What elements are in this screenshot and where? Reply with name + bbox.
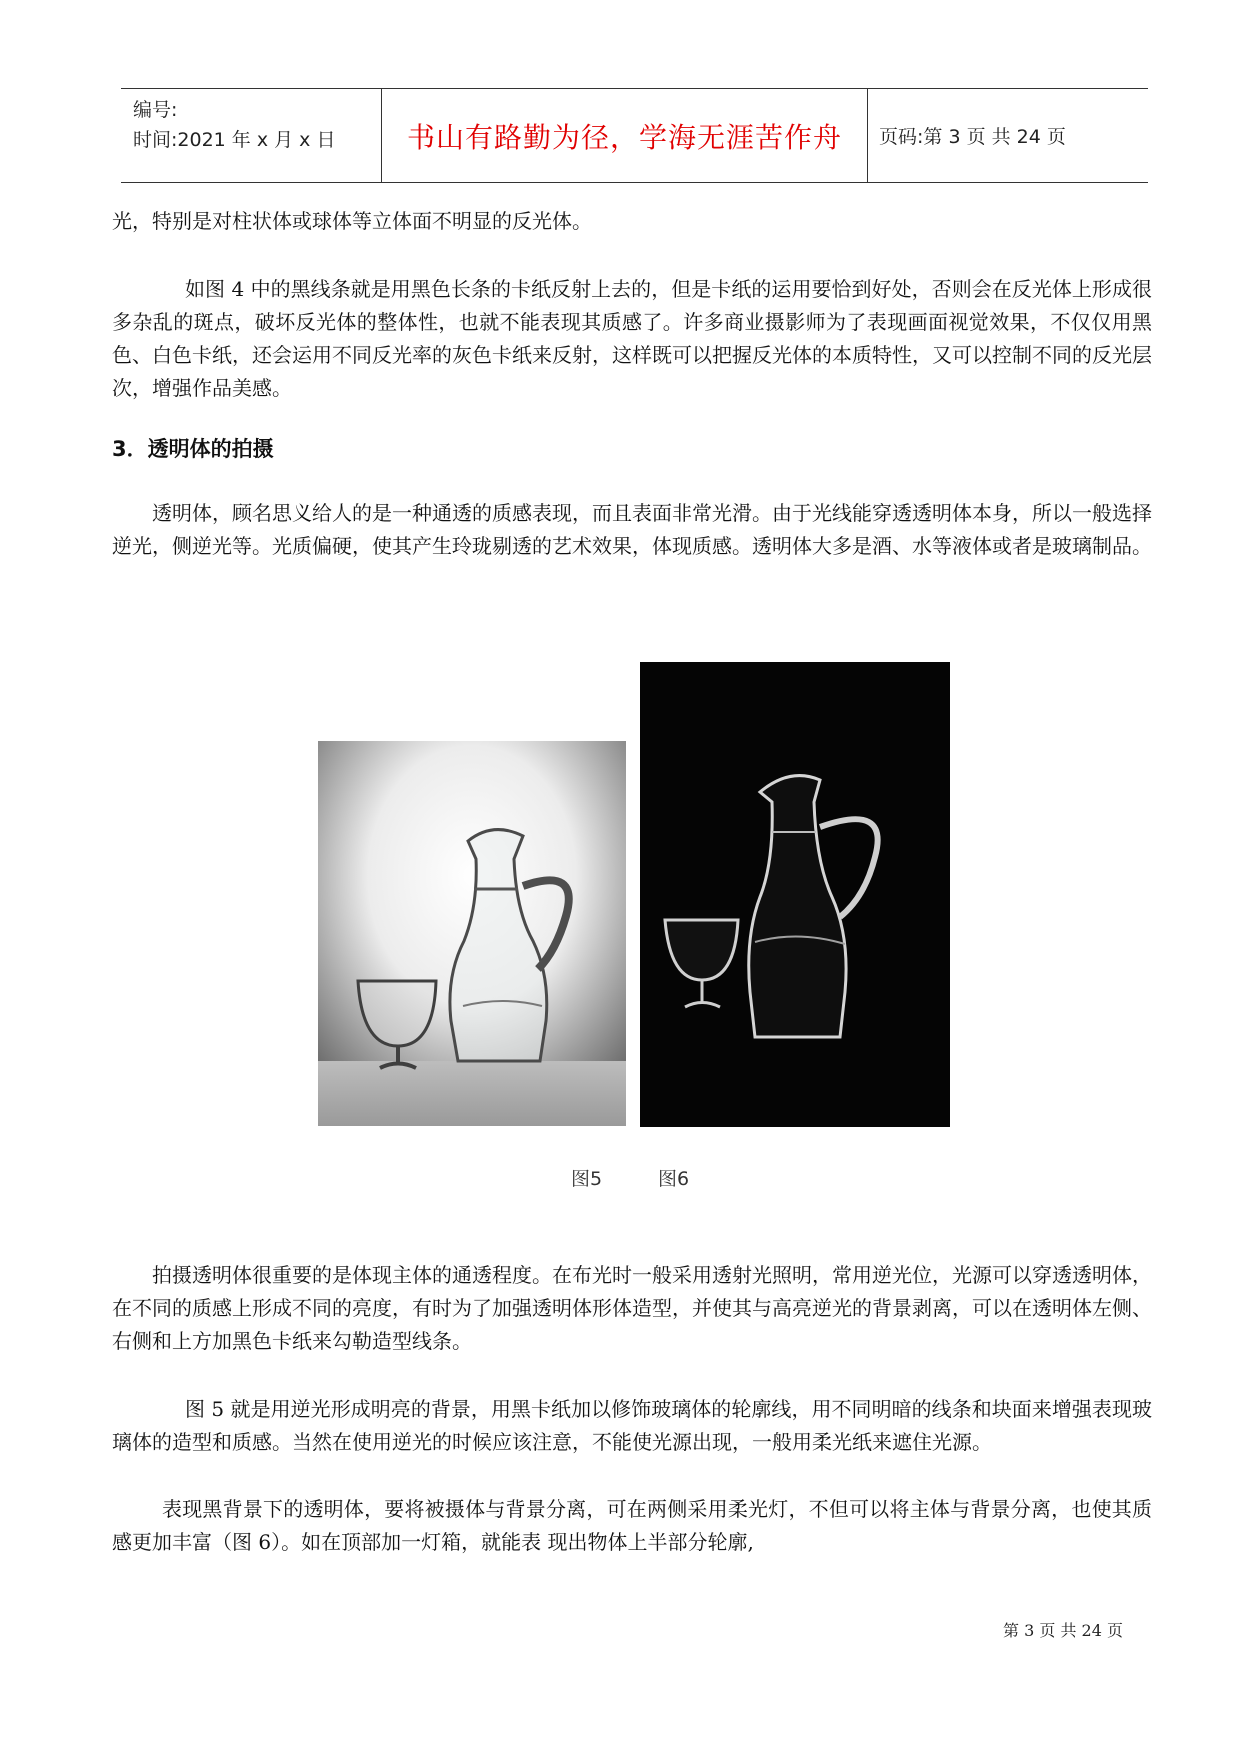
header-divider [867,89,868,182]
paragraph: 光，特别是对柱状体或球体等立体面不明显的反光体。 [112,209,592,233]
header-motto: 书山有路勤为径，学海无涯苦作舟 [406,120,842,154]
figure-6-photo [640,662,950,1127]
page-header [121,88,1148,183]
time-label: 时间:2021 年 x 月 x 日 [133,129,336,151]
paragraph: 透明体，顾名思义给人的是一种通透的质感表现，而且表面非常光滑。由于光线能穿透透明体本身，所以一般选择逆光，侧逆光等。光质偏硬，使其产生玲珑剔透的艺术效果，体现质感。透明体大多是酒、水等液体或者是玻璃制品。 [112,501,1152,558]
header-page-label: 页码:第 3 页 共 24 页 [879,126,1066,148]
figure-5-photo [318,741,626,1126]
page-footer: 第 3 页 共 24 页 [1003,1621,1123,1640]
header-meta [133,95,383,155]
paragraph: 如图 4 中的黑线条就是用黑色长条的卡纸反射上去的，但是卡纸的运用要恰到好处，否则会在反光体上形成很多杂乱的斑点，破坏反光体的整体性，也就不能表现其质感了。许多商业摄影师为了表现画面视觉效果，不仅仅用黑色、白色卡纸，还会运用不同反光率的灰色卡纸来反射，这样既可以把握反光体的本质特性，又可以控制不同的反光层次，增强作品美感。 [112,277,1152,400]
paragraph: 图 5 就是用逆光形成明亮的背景，用黑卡纸加以修饰玻璃体的轮廓线，用不同明暗的线条和块面来增强表现玻璃体的造型和质感。当然在使用逆光的时候应该注意，不能使光源出现，一般用柔光纸来遮住光源。 [112,1397,1152,1454]
figure-5-caption: 图5 [571,1168,603,1190]
section-heading: 3．透明体的拍摄 [112,437,274,461]
paragraph: 拍摄透明体很重要的是体现主体的通透程度。在布光时一般采用透射光照明，常用逆光位，光源可以穿透透明体，在不同的质感上形成不同的亮度，有时为了加强透明体形体造型，并使其与高亮逆光的背景剥离，可以在透明体左侧、右侧和上方加黑色卡纸来勾勒造型线条。 [112,1263,1152,1353]
paragraph: 表现黑背景下的透明体，要将被摄体与背景分离，可在两侧采用柔光灯，不但可以将主体与背景分离，也使其质感更加丰富（图 6）。如在顶部加一灯箱，就能表 现出物体上半部分轮廓, [112,1497,1152,1554]
serial-label: 编号: [133,99,178,121]
figure-6-caption: 图6 [658,1168,690,1190]
